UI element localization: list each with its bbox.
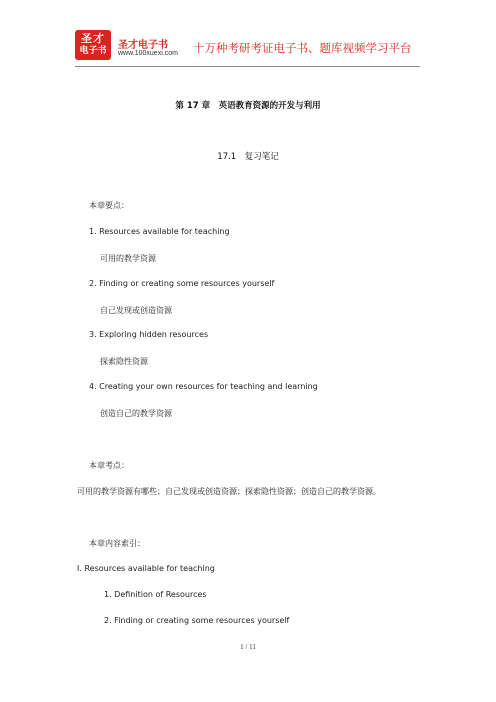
page-number: 1 / 11 bbox=[240, 643, 256, 651]
brand-url: www.100xuexi.com bbox=[118, 50, 178, 57]
chapter-title: 第 17 章 英语教育资源的开发与利用 bbox=[175, 101, 321, 111]
key-point-zh: 自己发现或创造资源 bbox=[100, 306, 172, 315]
index-item: Ⅰ. Resources available for teaching bbox=[77, 564, 215, 573]
page-header bbox=[0, 0, 496, 70]
header-slogan: 十万种考研考证电子书、题库视频学习平台 bbox=[193, 41, 412, 55]
key-point-zh: 创造自己的教学资源 bbox=[100, 409, 172, 418]
exam-points-text: 可用的教学资源有哪些；自己发现或创造资源；探索隐性资源；创造自己的教学资源。 bbox=[77, 487, 381, 496]
key-point-zh: 探索隐性资源 bbox=[100, 357, 148, 366]
index-item: 2. Finding or creating some resources yourself bbox=[104, 616, 290, 625]
key-point-en: 4. Creating your own resources for teaching and learning bbox=[89, 382, 318, 391]
index-item: 1. Definition of Resources bbox=[104, 590, 207, 599]
section-title: 17.1 复习笔记 bbox=[217, 152, 279, 162]
key-point-zh: 可用的教学资源 bbox=[100, 254, 156, 263]
header-divider bbox=[75, 66, 420, 67]
index-heading: 本章内容索引： bbox=[89, 539, 145, 548]
key-point-en: 3. Exploring hidden resources bbox=[89, 330, 209, 339]
brand-logo bbox=[75, 30, 111, 60]
key-point-en: 1. Resources available for teaching bbox=[89, 227, 230, 236]
logo-text-line2: 电子书 bbox=[79, 46, 107, 56]
key-points-heading: 本章要点： bbox=[89, 201, 129, 210]
key-point-en: 2. Finding or creating some resources yourself bbox=[89, 279, 275, 288]
exam-points-heading: 本章考点： bbox=[89, 461, 129, 470]
logo-text-line1: 圣才 bbox=[81, 32, 105, 45]
brand-name: 圣才电子书 bbox=[118, 40, 168, 51]
